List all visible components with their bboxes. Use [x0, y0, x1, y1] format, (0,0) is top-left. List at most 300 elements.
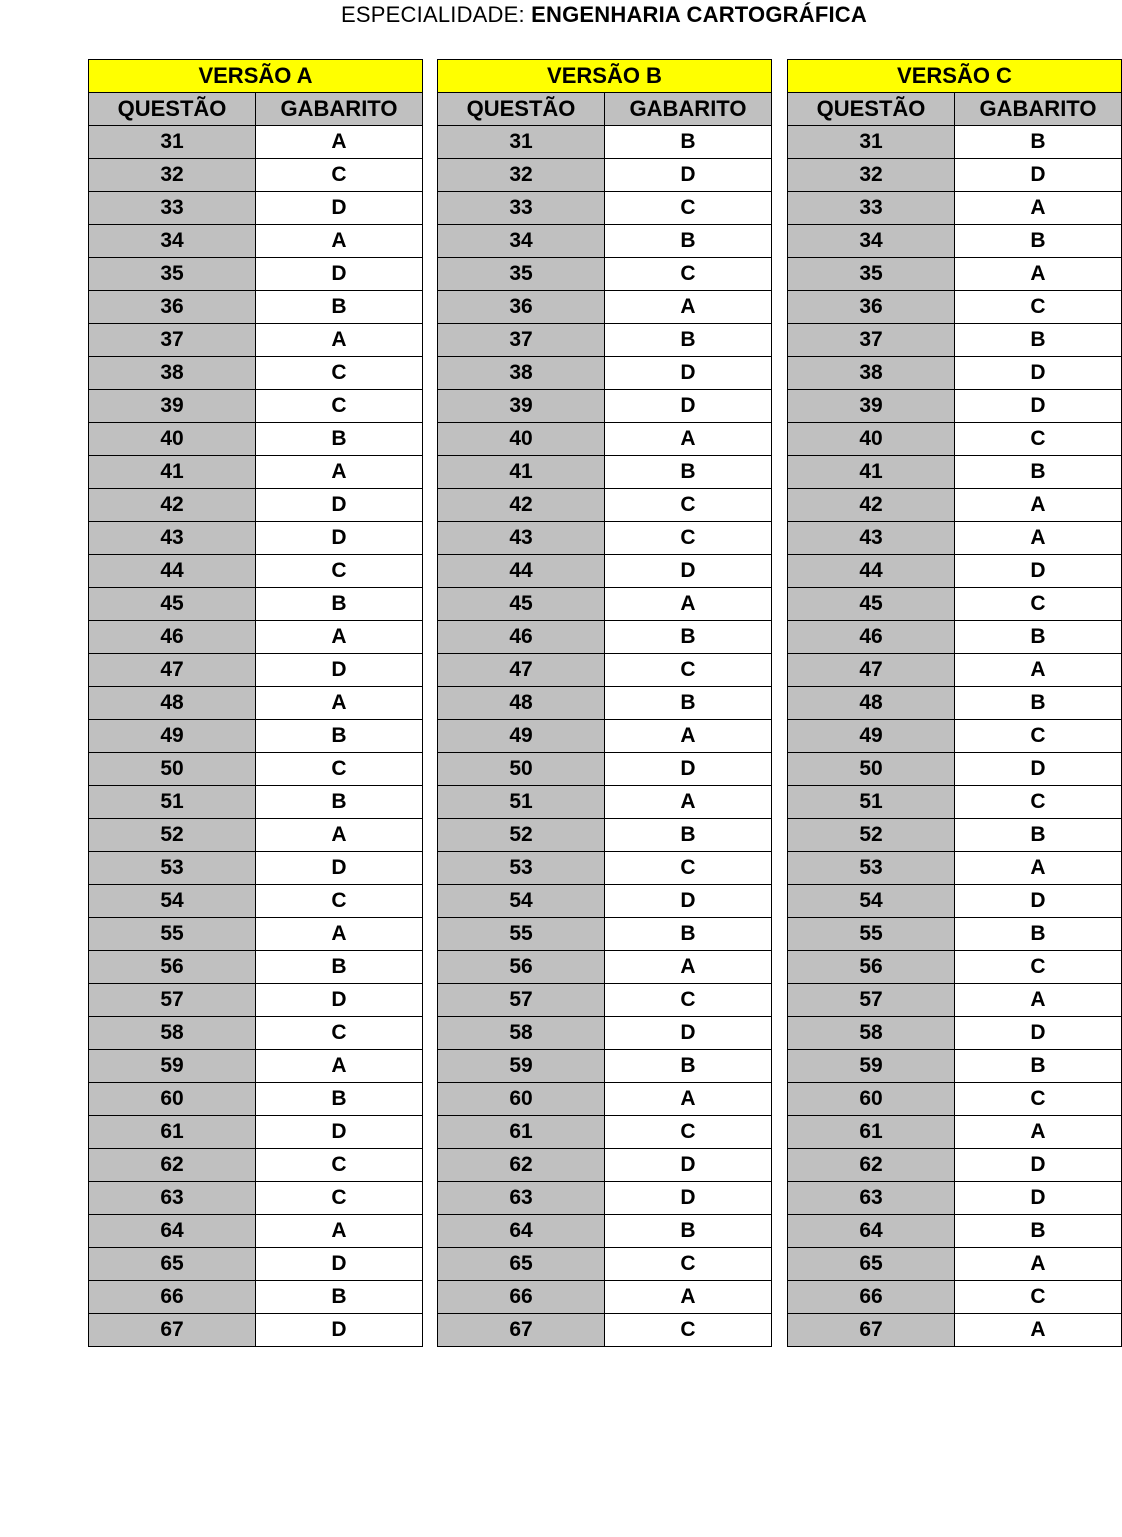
- table-row: [89, 390, 423, 423]
- question-number: 49: [89, 720, 256, 753]
- answer-letter: A: [605, 1281, 772, 1314]
- answer-letter: B: [955, 621, 1122, 654]
- answer-letter: C: [605, 489, 772, 522]
- question-number: 54: [788, 885, 955, 918]
- question-number: 51: [89, 786, 256, 819]
- question-number: 44: [438, 555, 605, 588]
- question-number: 63: [89, 1182, 256, 1215]
- question-number: 31: [89, 126, 256, 159]
- table-row: [89, 621, 423, 654]
- question-number: 37: [788, 324, 955, 357]
- question-number: 33: [89, 192, 256, 225]
- table-row: [89, 852, 423, 885]
- answer-letter: B: [955, 1050, 1122, 1083]
- table-row: [438, 1314, 772, 1347]
- question-number: 43: [438, 522, 605, 555]
- answer-letter: A: [256, 621, 423, 654]
- table-row: [438, 1050, 772, 1083]
- question-number: 49: [438, 720, 605, 753]
- table-row: [438, 720, 772, 753]
- header-label: ESPECIALIDADE:: [341, 2, 525, 27]
- table-row: [438, 753, 772, 786]
- answer-letter: D: [605, 390, 772, 423]
- answer-letter: D: [256, 984, 423, 1017]
- table-row: [438, 786, 772, 819]
- question-number: 49: [788, 720, 955, 753]
- answer-letter: B: [256, 291, 423, 324]
- answer-letter: A: [605, 291, 772, 324]
- question-number: 59: [788, 1050, 955, 1083]
- answer-letter: B: [605, 687, 772, 720]
- table-row: [438, 126, 772, 159]
- table-row: [788, 1281, 1122, 1314]
- question-number: 65: [788, 1248, 955, 1281]
- answer-letter: C: [256, 555, 423, 588]
- answer-letter: D: [256, 1248, 423, 1281]
- table-row: [788, 984, 1122, 1017]
- table-row: [89, 1149, 423, 1182]
- table-row: [438, 258, 772, 291]
- question-number: 48: [438, 687, 605, 720]
- question-number: 52: [438, 819, 605, 852]
- table-row: [89, 786, 423, 819]
- answer-letter: A: [605, 720, 772, 753]
- column-header-question: QUESTÃO: [438, 93, 605, 126]
- question-number: 56: [89, 951, 256, 984]
- question-number: 66: [788, 1281, 955, 1314]
- answer-letter: A: [256, 1215, 423, 1248]
- question-number: 60: [89, 1083, 256, 1116]
- table-row: [438, 192, 772, 225]
- table-row: [438, 489, 772, 522]
- table-row: [438, 654, 772, 687]
- answer-key-table-version-b: [437, 59, 772, 1347]
- answer-letter: D: [256, 654, 423, 687]
- table-row: [788, 1215, 1122, 1248]
- question-number: 64: [89, 1215, 256, 1248]
- question-number: 64: [788, 1215, 955, 1248]
- table-row: [89, 159, 423, 192]
- table-row: [788, 390, 1122, 423]
- table-row: [89, 1017, 423, 1050]
- question-number: 55: [89, 918, 256, 951]
- question-number: 53: [89, 852, 256, 885]
- answer-letter: B: [256, 786, 423, 819]
- answer-letter: A: [955, 1116, 1122, 1149]
- table-row: [438, 159, 772, 192]
- answer-letter: D: [955, 357, 1122, 390]
- question-number: 45: [788, 588, 955, 621]
- header-value: ENGENHARIA CARTOGRÁFICA: [531, 2, 867, 27]
- table-row: [788, 588, 1122, 621]
- table-row: [788, 1182, 1122, 1215]
- answer-letter: C: [955, 951, 1122, 984]
- answer-letter: C: [605, 1116, 772, 1149]
- answer-letter: A: [955, 522, 1122, 555]
- table-row: [788, 522, 1122, 555]
- answer-letter: B: [605, 819, 772, 852]
- question-number: 64: [438, 1215, 605, 1248]
- table-row: [788, 852, 1122, 885]
- answer-letter: D: [256, 192, 423, 225]
- table-row: [788, 192, 1122, 225]
- answer-letter: B: [605, 126, 772, 159]
- answer-letter: A: [256, 126, 423, 159]
- answer-letter: A: [256, 225, 423, 258]
- answer-letter: C: [256, 357, 423, 390]
- answer-letter: B: [256, 720, 423, 753]
- question-number: 65: [438, 1248, 605, 1281]
- answer-letter: D: [605, 753, 772, 786]
- answer-letter: C: [256, 159, 423, 192]
- question-number: 31: [438, 126, 605, 159]
- answer-letter: C: [605, 192, 772, 225]
- question-number: 40: [438, 423, 605, 456]
- question-number: 51: [788, 786, 955, 819]
- question-number: 46: [89, 621, 256, 654]
- answer-letter: A: [955, 192, 1122, 225]
- answer-letter: C: [605, 654, 772, 687]
- answer-letter: C: [605, 522, 772, 555]
- answer-letter: B: [605, 918, 772, 951]
- table-row: [89, 1314, 423, 1347]
- question-number: 63: [788, 1182, 955, 1215]
- question-number: 58: [788, 1017, 955, 1050]
- table-row: [89, 291, 423, 324]
- question-number: 42: [438, 489, 605, 522]
- answer-letter: A: [955, 1248, 1122, 1281]
- answer-letter: B: [955, 456, 1122, 489]
- answer-letter: B: [955, 819, 1122, 852]
- answer-letter: C: [256, 1017, 423, 1050]
- question-number: 53: [788, 852, 955, 885]
- answer-letter: D: [605, 555, 772, 588]
- question-number: 58: [438, 1017, 605, 1050]
- question-number: 33: [788, 192, 955, 225]
- table-row: [788, 819, 1122, 852]
- table-row: [89, 1281, 423, 1314]
- table-row: [89, 324, 423, 357]
- column-header-answer: GABARITO: [955, 93, 1122, 126]
- question-number: 55: [788, 918, 955, 951]
- table-row: [89, 1215, 423, 1248]
- table-row: [89, 1248, 423, 1281]
- question-number: 38: [788, 357, 955, 390]
- page-header: [0, 2, 1122, 28]
- answer-letter: A: [256, 918, 423, 951]
- question-number: 32: [788, 159, 955, 192]
- question-number: 66: [89, 1281, 256, 1314]
- answer-letter: D: [605, 885, 772, 918]
- table-row: [788, 258, 1122, 291]
- answer-letter: D: [256, 1116, 423, 1149]
- table-row: [438, 819, 772, 852]
- table-row: [89, 1083, 423, 1116]
- question-number: 61: [788, 1116, 955, 1149]
- question-number: 44: [89, 555, 256, 588]
- question-number: 62: [788, 1149, 955, 1182]
- table-row: [438, 324, 772, 357]
- question-number: 61: [438, 1116, 605, 1149]
- answer-letter: A: [955, 984, 1122, 1017]
- question-number: 46: [788, 621, 955, 654]
- table-row: [788, 720, 1122, 753]
- answer-letter: B: [955, 1215, 1122, 1248]
- answer-letter: B: [256, 588, 423, 621]
- answer-letter: D: [605, 1182, 772, 1215]
- table-row: [438, 1017, 772, 1050]
- answer-letter: A: [955, 852, 1122, 885]
- question-number: 35: [788, 258, 955, 291]
- question-number: 47: [788, 654, 955, 687]
- table-row: [89, 126, 423, 159]
- table-row: [788, 918, 1122, 951]
- answer-letter: A: [256, 687, 423, 720]
- answer-letter: B: [955, 687, 1122, 720]
- table-row: [89, 258, 423, 291]
- question-number: 36: [788, 291, 955, 324]
- answer-letter: D: [605, 1149, 772, 1182]
- answer-letter: D: [955, 555, 1122, 588]
- question-number: 34: [788, 225, 955, 258]
- table-row: [788, 687, 1122, 720]
- table-row: [788, 489, 1122, 522]
- table-row: [89, 918, 423, 951]
- question-number: 41: [788, 456, 955, 489]
- answer-letter: B: [605, 621, 772, 654]
- table-row: [89, 885, 423, 918]
- question-number: 45: [438, 588, 605, 621]
- table-row: [438, 456, 772, 489]
- question-number: 38: [438, 357, 605, 390]
- answer-letter: D: [256, 522, 423, 555]
- table-row: [788, 654, 1122, 687]
- question-number: 60: [438, 1083, 605, 1116]
- question-number: 36: [438, 291, 605, 324]
- question-number: 42: [788, 489, 955, 522]
- question-number: 50: [438, 753, 605, 786]
- answer-letter: D: [955, 390, 1122, 423]
- answer-letter: C: [256, 885, 423, 918]
- answer-letter: B: [605, 1215, 772, 1248]
- answer-letter: B: [256, 951, 423, 984]
- answer-letter: D: [955, 753, 1122, 786]
- answer-letter: B: [955, 126, 1122, 159]
- answer-letter: B: [605, 324, 772, 357]
- question-number: 40: [89, 423, 256, 456]
- question-number: 41: [89, 456, 256, 489]
- answer-letter: B: [256, 1083, 423, 1116]
- table-row: [89, 951, 423, 984]
- question-number: 62: [89, 1149, 256, 1182]
- answer-letter: D: [955, 159, 1122, 192]
- table-row: [89, 819, 423, 852]
- question-number: 47: [438, 654, 605, 687]
- question-number: 43: [788, 522, 955, 555]
- question-number: 59: [438, 1050, 605, 1083]
- answer-letter: C: [605, 852, 772, 885]
- question-number: 33: [438, 192, 605, 225]
- table-row: [788, 159, 1122, 192]
- table-row: [438, 885, 772, 918]
- answer-letter: D: [256, 258, 423, 291]
- question-number: 59: [89, 1050, 256, 1083]
- answer-letter: B: [256, 1281, 423, 1314]
- answer-letter: C: [955, 1281, 1122, 1314]
- answer-letter: C: [256, 1182, 423, 1215]
- answer-letter: B: [955, 324, 1122, 357]
- answer-letter: B: [605, 1050, 772, 1083]
- answer-letter: B: [605, 225, 772, 258]
- question-number: 34: [89, 225, 256, 258]
- table-row: [438, 1248, 772, 1281]
- table-row: [788, 225, 1122, 258]
- question-number: 31: [788, 126, 955, 159]
- question-number: 54: [438, 885, 605, 918]
- answer-letter: C: [605, 1248, 772, 1281]
- answer-letter: C: [256, 390, 423, 423]
- table-row: [438, 291, 772, 324]
- answer-letter: A: [256, 456, 423, 489]
- question-number: 46: [438, 621, 605, 654]
- table-row: [788, 1017, 1122, 1050]
- answer-letter: A: [605, 423, 772, 456]
- table-row: [788, 1050, 1122, 1083]
- answer-letter: D: [955, 1149, 1122, 1182]
- version-title: VERSÃO B: [438, 60, 772, 93]
- question-number: 36: [89, 291, 256, 324]
- table-row: [438, 1215, 772, 1248]
- column-header-answer: GABARITO: [605, 93, 772, 126]
- answer-letter: C: [256, 753, 423, 786]
- table-row: [788, 126, 1122, 159]
- question-number: 32: [89, 159, 256, 192]
- table-row: [788, 753, 1122, 786]
- question-number: 61: [89, 1116, 256, 1149]
- question-number: 57: [788, 984, 955, 1017]
- question-number: 32: [438, 159, 605, 192]
- question-number: 39: [438, 390, 605, 423]
- question-number: 67: [89, 1314, 256, 1347]
- answer-letter: D: [256, 852, 423, 885]
- answer-letter: A: [256, 1050, 423, 1083]
- column-header-question: QUESTÃO: [89, 93, 256, 126]
- question-number: 38: [89, 357, 256, 390]
- answer-letter: C: [955, 720, 1122, 753]
- answer-letter: D: [605, 1017, 772, 1050]
- table-row: [788, 1083, 1122, 1116]
- question-number: 52: [89, 819, 256, 852]
- question-number: 35: [438, 258, 605, 291]
- table-row: [788, 885, 1122, 918]
- table-row: [788, 1314, 1122, 1347]
- answer-letter: A: [955, 258, 1122, 291]
- table-row: [788, 423, 1122, 456]
- question-number: 50: [89, 753, 256, 786]
- question-number: 39: [788, 390, 955, 423]
- table-row: [89, 357, 423, 390]
- table-row: [438, 1116, 772, 1149]
- question-number: 57: [89, 984, 256, 1017]
- question-number: 35: [89, 258, 256, 291]
- question-number: 48: [788, 687, 955, 720]
- answer-letter: C: [605, 984, 772, 1017]
- table-row: [438, 357, 772, 390]
- question-number: 45: [89, 588, 256, 621]
- question-number: 37: [89, 324, 256, 357]
- question-number: 55: [438, 918, 605, 951]
- table-row: [89, 687, 423, 720]
- table-row: [89, 225, 423, 258]
- table-row: [89, 423, 423, 456]
- question-number: 67: [438, 1314, 605, 1347]
- answer-letter: A: [256, 819, 423, 852]
- answer-letter: A: [955, 489, 1122, 522]
- table-row: [438, 621, 772, 654]
- question-number: 60: [788, 1083, 955, 1116]
- version-title: VERSÃO C: [788, 60, 1122, 93]
- answer-letter: A: [955, 654, 1122, 687]
- question-number: 52: [788, 819, 955, 852]
- question-number: 41: [438, 456, 605, 489]
- table-row: [788, 291, 1122, 324]
- table-row: [788, 786, 1122, 819]
- table-row: [438, 951, 772, 984]
- answer-letter: A: [605, 951, 772, 984]
- table-row: [788, 357, 1122, 390]
- table-row: [89, 555, 423, 588]
- table-row: [788, 1116, 1122, 1149]
- answer-letter: D: [256, 489, 423, 522]
- answer-letter: C: [256, 1149, 423, 1182]
- answer-letter: A: [605, 786, 772, 819]
- question-number: 42: [89, 489, 256, 522]
- answer-letter: B: [955, 225, 1122, 258]
- table-row: [89, 1116, 423, 1149]
- answer-letter: C: [955, 786, 1122, 819]
- answer-letter: D: [955, 885, 1122, 918]
- table-row: [89, 654, 423, 687]
- question-number: 65: [89, 1248, 256, 1281]
- table-row: [89, 984, 423, 1017]
- table-row: [788, 951, 1122, 984]
- answer-letter: C: [955, 423, 1122, 456]
- answer-letter: B: [256, 423, 423, 456]
- answer-letter: A: [605, 1083, 772, 1116]
- table-row: [438, 522, 772, 555]
- answer-letter: D: [605, 357, 772, 390]
- table-row: [89, 489, 423, 522]
- table-row: [438, 1149, 772, 1182]
- table-row: [89, 192, 423, 225]
- question-number: 44: [788, 555, 955, 588]
- answer-letter: C: [605, 1314, 772, 1347]
- answer-letter: C: [955, 291, 1122, 324]
- table-row: [438, 918, 772, 951]
- answer-letter: D: [955, 1182, 1122, 1215]
- table-row: [89, 1182, 423, 1215]
- version-title: VERSÃO A: [89, 60, 423, 93]
- question-number: 57: [438, 984, 605, 1017]
- table-row: [438, 984, 772, 1017]
- answer-letter: A: [955, 1314, 1122, 1347]
- table-row: [788, 456, 1122, 489]
- table-row: [438, 423, 772, 456]
- table-row: [89, 753, 423, 786]
- table-row: [788, 1149, 1122, 1182]
- question-number: 56: [438, 951, 605, 984]
- question-number: 50: [788, 753, 955, 786]
